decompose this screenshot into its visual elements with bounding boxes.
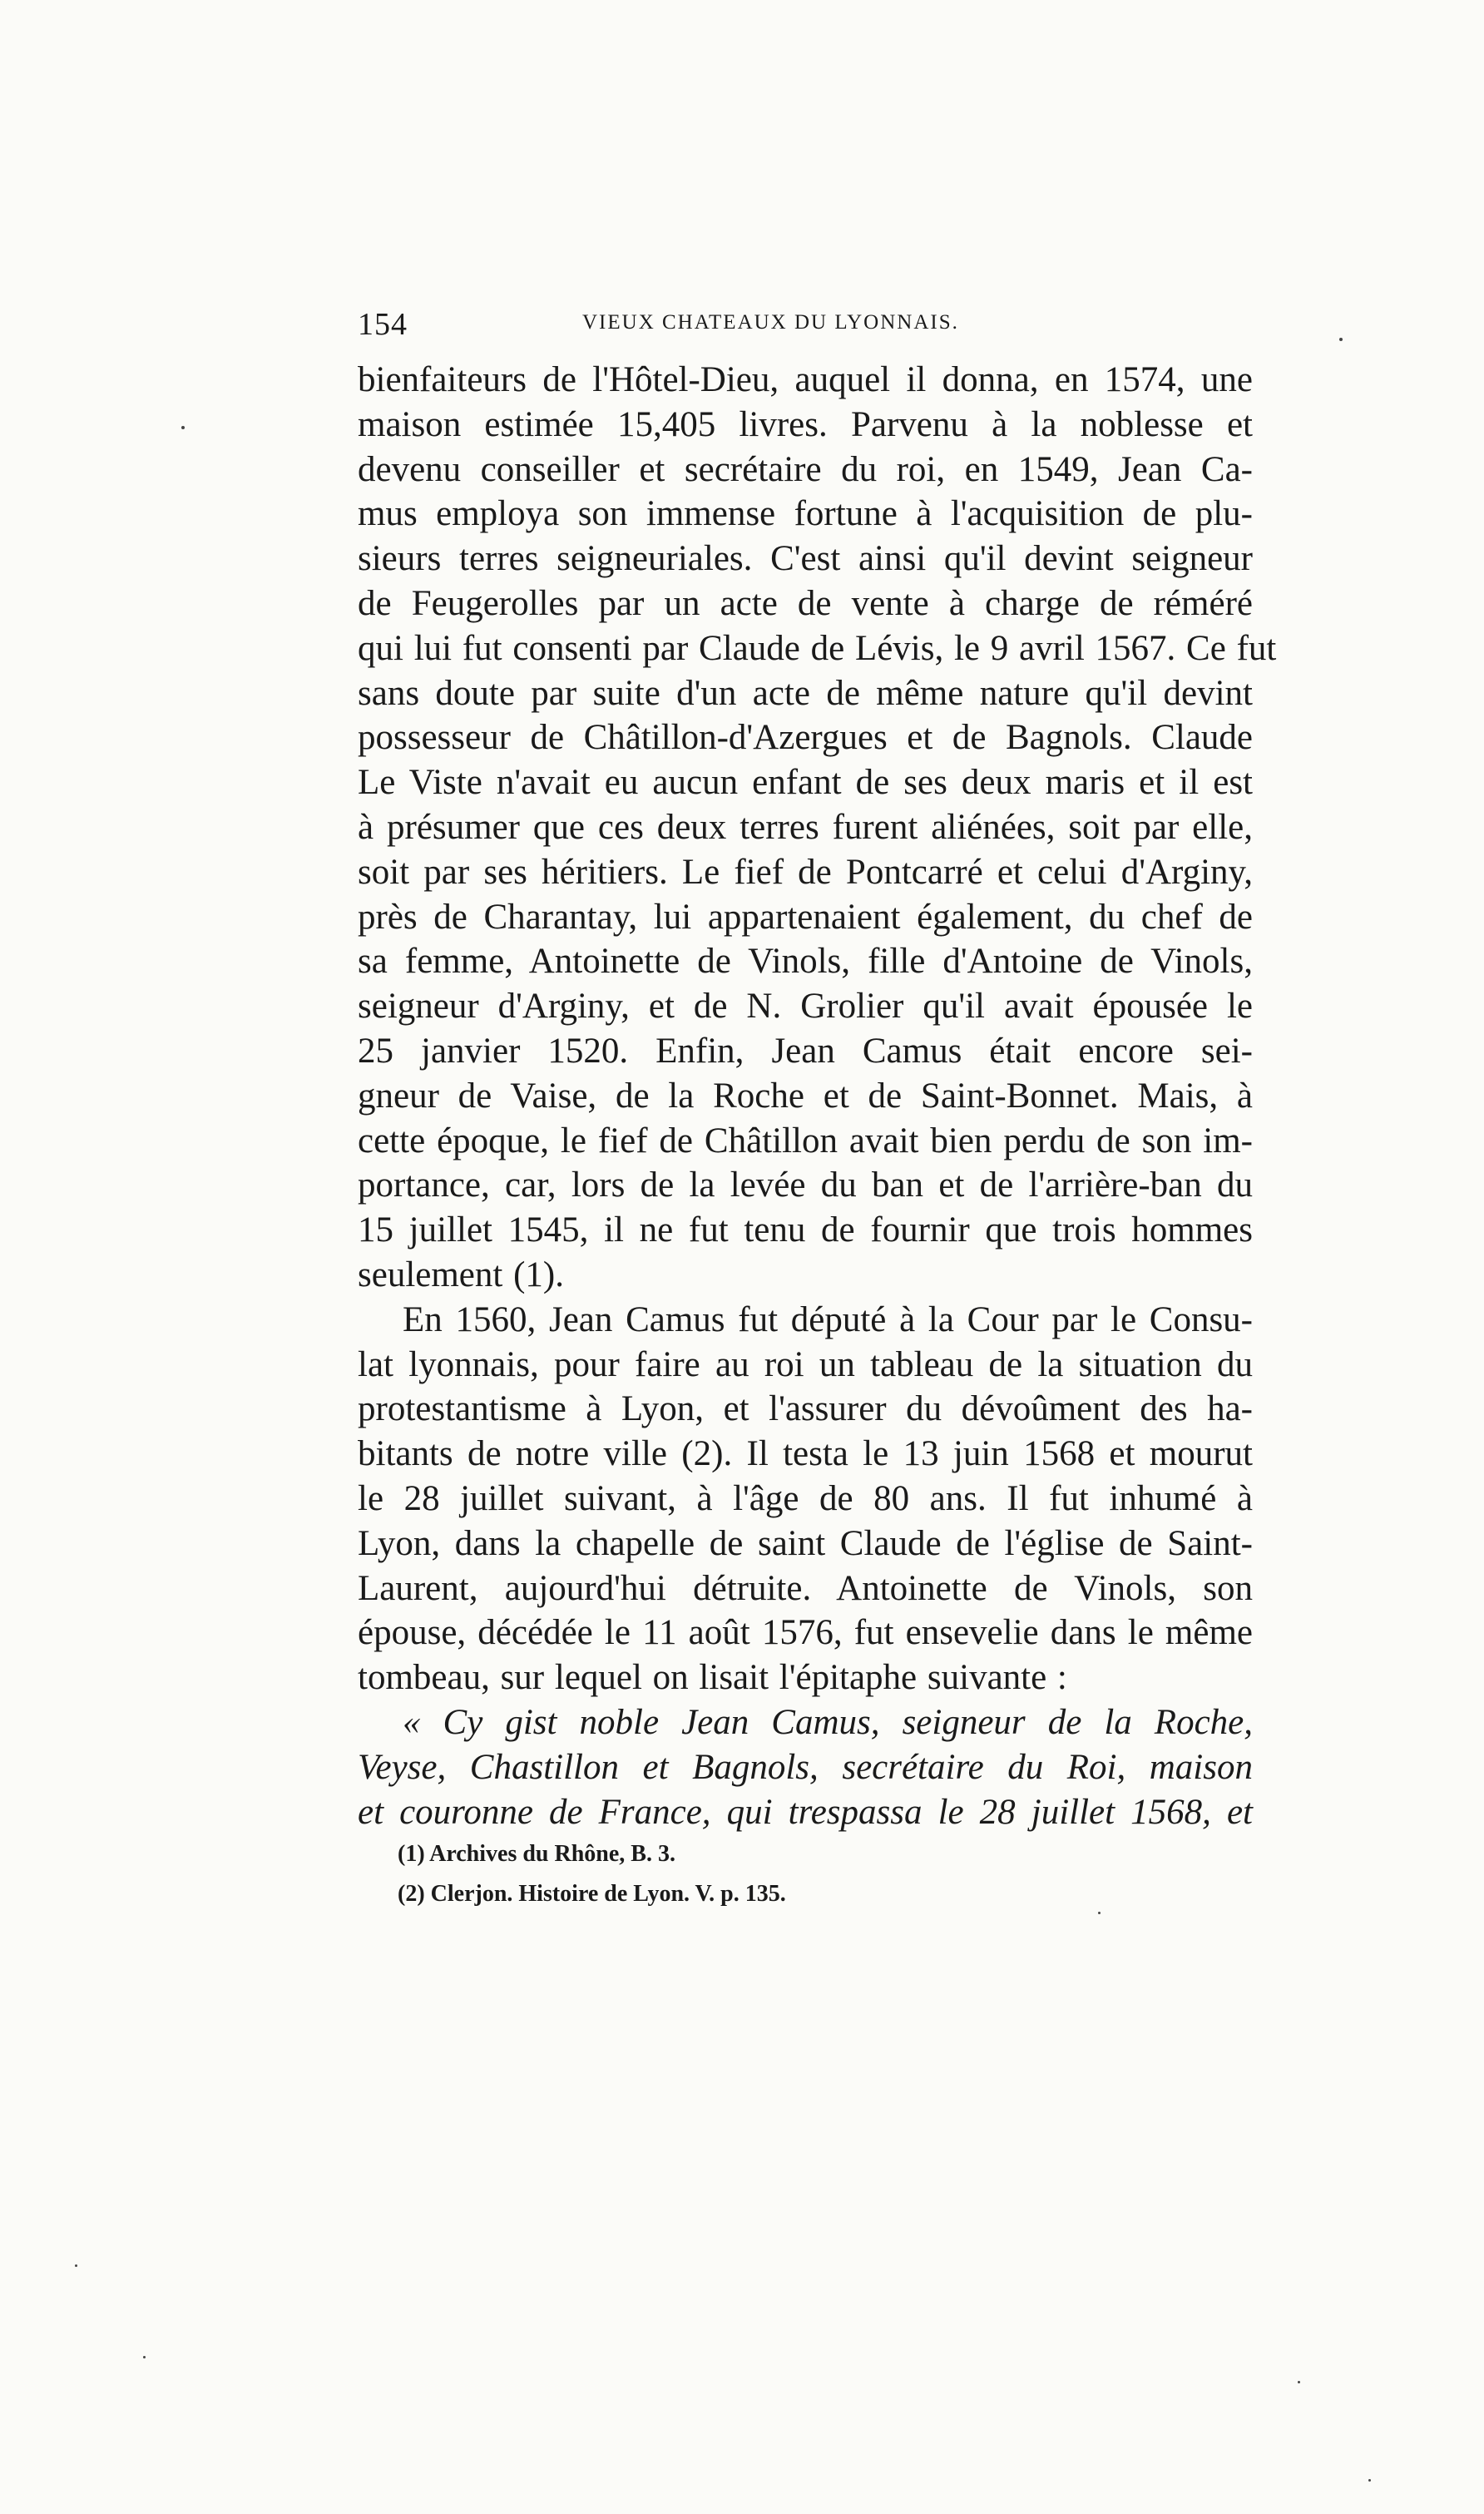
text-line: protestantisme à Lyon, et l'assurer du dévoûment des ha- [358,1389,1253,1429]
footnotes [398,1834,1063,1914]
scan-speck [1298,2381,1300,2383]
running-title: VIEUX CHATEAUX DU LYONNAIS. [582,311,959,334]
text-line: cette époque, le fief de Châtillon avait bien perdu de son im- [358,1121,1253,1160]
text-line: seigneur d'Arginy, et de N. Grolier qu'il avait épousée le [358,987,1253,1027]
text-line: gneur de Vaise, de la Roche et de Saint-Bonnet. Mais, à [358,1076,1253,1116]
text-line: tombeau, sur lequel on lisait l'épitaphe suivante : [358,1658,1067,1698]
text-line: et couronne de France, qui trespassa le 28 juillet 1568, et [358,1792,1253,1832]
text-line: sieurs terres seigneuriales. C'est ainsi qu'il devint seigneur [358,539,1253,579]
text-line: bitants de notre ville (2). Il testa le 13 juin 1568 et mourut [358,1434,1253,1474]
text-line: Laurent, aujourd'hui détruite. Antoinette de Vinols, son [358,1568,1253,1608]
text-line: seulement (1). [358,1255,564,1294]
text-line: qui lui fut consenti par Claude de Lévis, le 9 avril 1567. Ce fut [358,628,1277,668]
text-line: près de Charantay, lui appartenaient également, du chef de [358,897,1253,937]
text-line: le 28 juillet suivant, à l'âge de 80 ans. Il fut inhumé à [358,1478,1253,1518]
scan-speck [143,2356,146,2358]
epitaph-quote [358,1700,1253,1834]
body-text [358,358,1277,1834]
page-header [358,306,1031,348]
text-line: « Cy gist noble Jean Camus, seigneur de la Roche, [403,1702,1253,1742]
text-line: lat lyonnais, pour faire au roi un tableau de la situation du [358,1344,1253,1384]
text-line: Le Viste n'avait eu aucun enfant de ses deux maris et il est [358,763,1253,803]
page-number: 154 [358,307,408,342]
scan-speck [1368,2479,1371,2482]
text-line: sa femme, Antoinette de Vinols, fille d'Antoine de Vinols, [358,942,1253,982]
text-line: bienfaiteurs de l'Hôtel-Dieu, auquel il donna, en 1574, une [358,360,1253,399]
text-line: 25 janvier 1520. Enfin, Jean Camus était encore sei- [358,1031,1253,1071]
scan-speck [75,2264,77,2267]
scan-speck [1339,338,1343,341]
paragraph-1 [358,358,1277,1298]
text-line: portance, car, lors de la levée du ban et de l'arrière-ban du [358,1165,1253,1205]
text-line: à présumer que ces deux terres furent aliénées, soit par elle, [358,807,1253,847]
text-line: soit par ses héritiers. Le fief de Pontcarré et celui d'Arginy, [358,852,1253,892]
text-line: épouse, décédée le 11 août 1576, fut ensevelie dans le même [358,1613,1253,1653]
paragraph-2 [358,1298,1253,1700]
text-line: En 1560, Jean Camus fut député à la Cour par le Consu- [403,1299,1253,1339]
text-line: sans doute par suite d'un acte de même nature qu'il devint [358,673,1253,713]
text-line: mus employa son immense fortune à l'acquisition de plu- [358,494,1253,534]
text-line: Veyse, Chastillon et Bagnols, secrétaire du Roi, maison [358,1747,1253,1787]
footnote-1: (1) Archives du Rhône, B. 3. [398,1841,675,1867]
text-line: devenu conseiller et secrétaire du roi, en 1549, Jean Ca- [358,449,1253,489]
footnote-2: (2) Clerjon. Histoire de Lyon. V. p. 135. [398,1881,786,1907]
text-line: maison estimée 15,405 livres. Parvenu à la noblesse et [358,404,1253,444]
scan-speck [1098,1912,1101,1914]
text-line: possesseur de Châtillon-d'Azergues et de Bagnols. Claude [358,718,1253,758]
text-line: 15 juillet 1545, il ne fut tenu de fournir que trois hommes [358,1210,1253,1250]
text-line: de Feugerolles par un acte de vente à charge de réméré [358,583,1253,623]
text-line: Lyon, dans la chapelle de saint Claude de l'église de Saint- [358,1523,1253,1563]
scan-speck [181,426,185,429]
